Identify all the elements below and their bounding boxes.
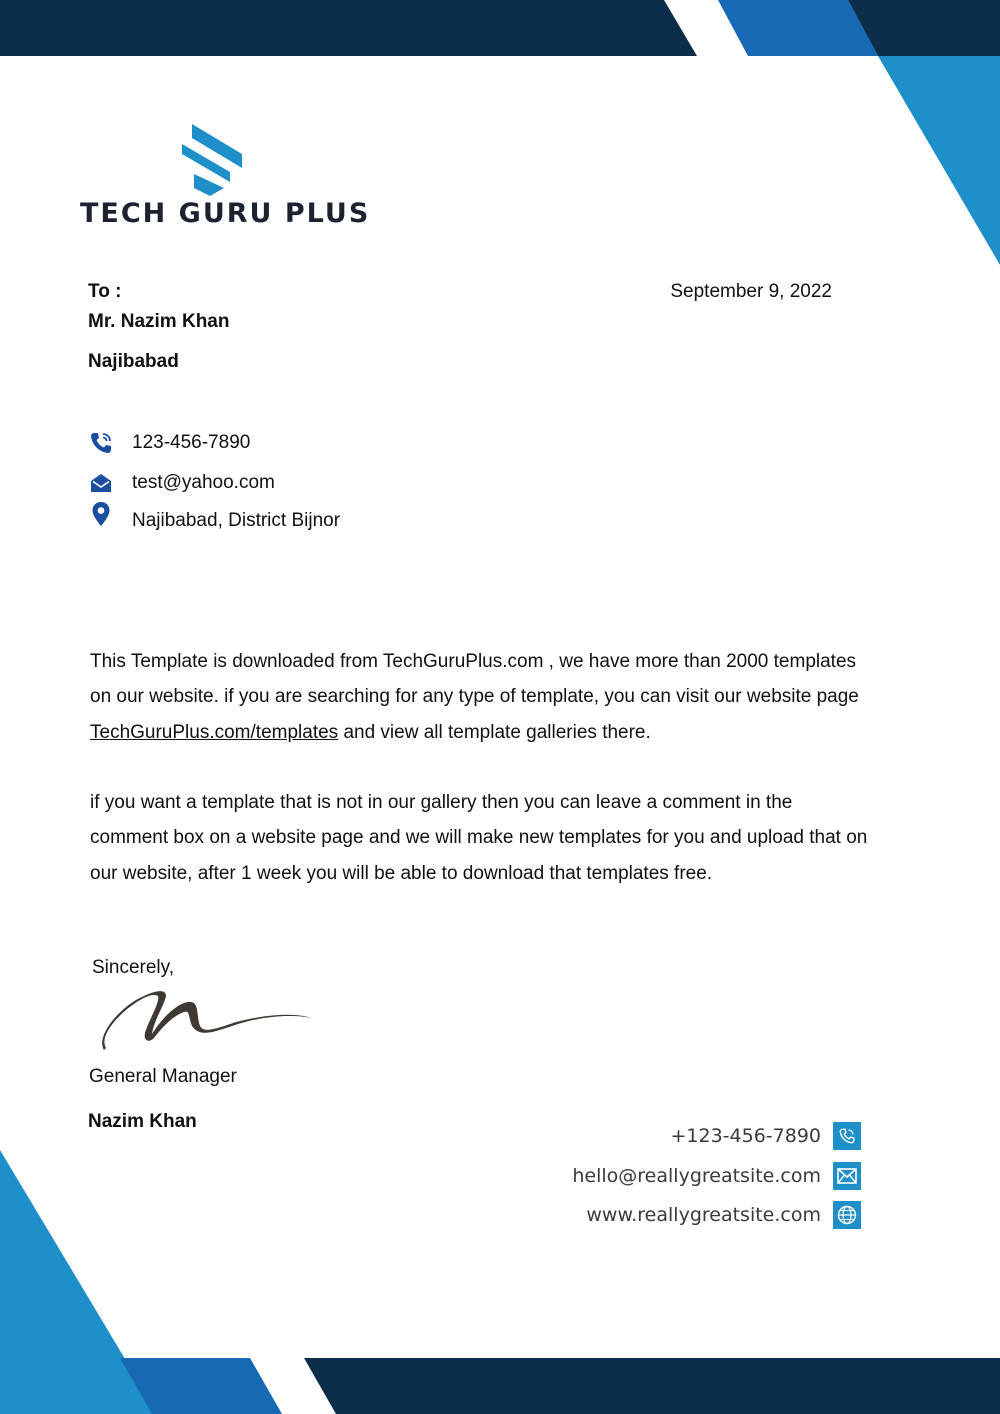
top-right-triangle [878, 56, 1000, 265]
templates-link[interactable]: TechGuruPlus.com/templates [90, 721, 339, 743]
footer-mail-icon [833, 1162, 861, 1190]
signature-icon [96, 982, 318, 1058]
location-pin-icon [88, 501, 114, 527]
body-paragraph-1 [90, 644, 870, 750]
contact-address: Najibabad, District Bijnor [132, 510, 341, 531]
footer-website: www.reallygreatsite.com [586, 1204, 821, 1226]
letter-date: September 9, 2022 [670, 281, 832, 302]
footer-email-row [572, 1162, 861, 1190]
footer-website-row [586, 1201, 861, 1229]
brand-logo-icon [180, 122, 246, 198]
envelope-icon [88, 470, 114, 496]
contact-phone: 123-456-7890 [132, 432, 251, 453]
signatory-title: General Manager [89, 1066, 237, 1087]
body-paragraph-2: if you want a template that is not in our gallery then you can leave a comment in the comment box on a website page and we will make new templates for you and upload that on our website, after 1 week you will be able to download that templates free. [90, 792, 868, 884]
brand-name: TECH GURU PLUS [80, 198, 371, 229]
to-label: To : [88, 281, 122, 302]
top-navy-band [0, 0, 697, 56]
recipient-city: Najibabad [88, 351, 179, 372]
contact-address-row [88, 510, 340, 532]
footer-phone: +123-456-7890 [670, 1125, 821, 1147]
body-text-part: This Template is downloaded from TechGuruPlus.com , we have more than 2000 templates on our website. if you are searching for any type of template, you can visit our website page [90, 651, 859, 708]
contact-email-row [88, 470, 275, 496]
body-text-part: and view all template galleries there. [338, 721, 651, 743]
footer-phone-icon [833, 1122, 861, 1150]
bottom-navy-band [304, 1358, 1000, 1414]
salutation: Sincerely, [92, 957, 175, 978]
recipient-name: Mr. Nazim Khan [88, 311, 230, 332]
contact-email: test@yahoo.com [132, 472, 275, 493]
footer-email: hello@reallygreatsite.com [572, 1165, 821, 1187]
footer-globe-icon [833, 1201, 861, 1229]
footer-phone-row [670, 1122, 861, 1150]
signatory-name: Nazim Khan [88, 1111, 197, 1132]
phone-icon [88, 430, 114, 456]
contact-phone-row [88, 430, 250, 456]
